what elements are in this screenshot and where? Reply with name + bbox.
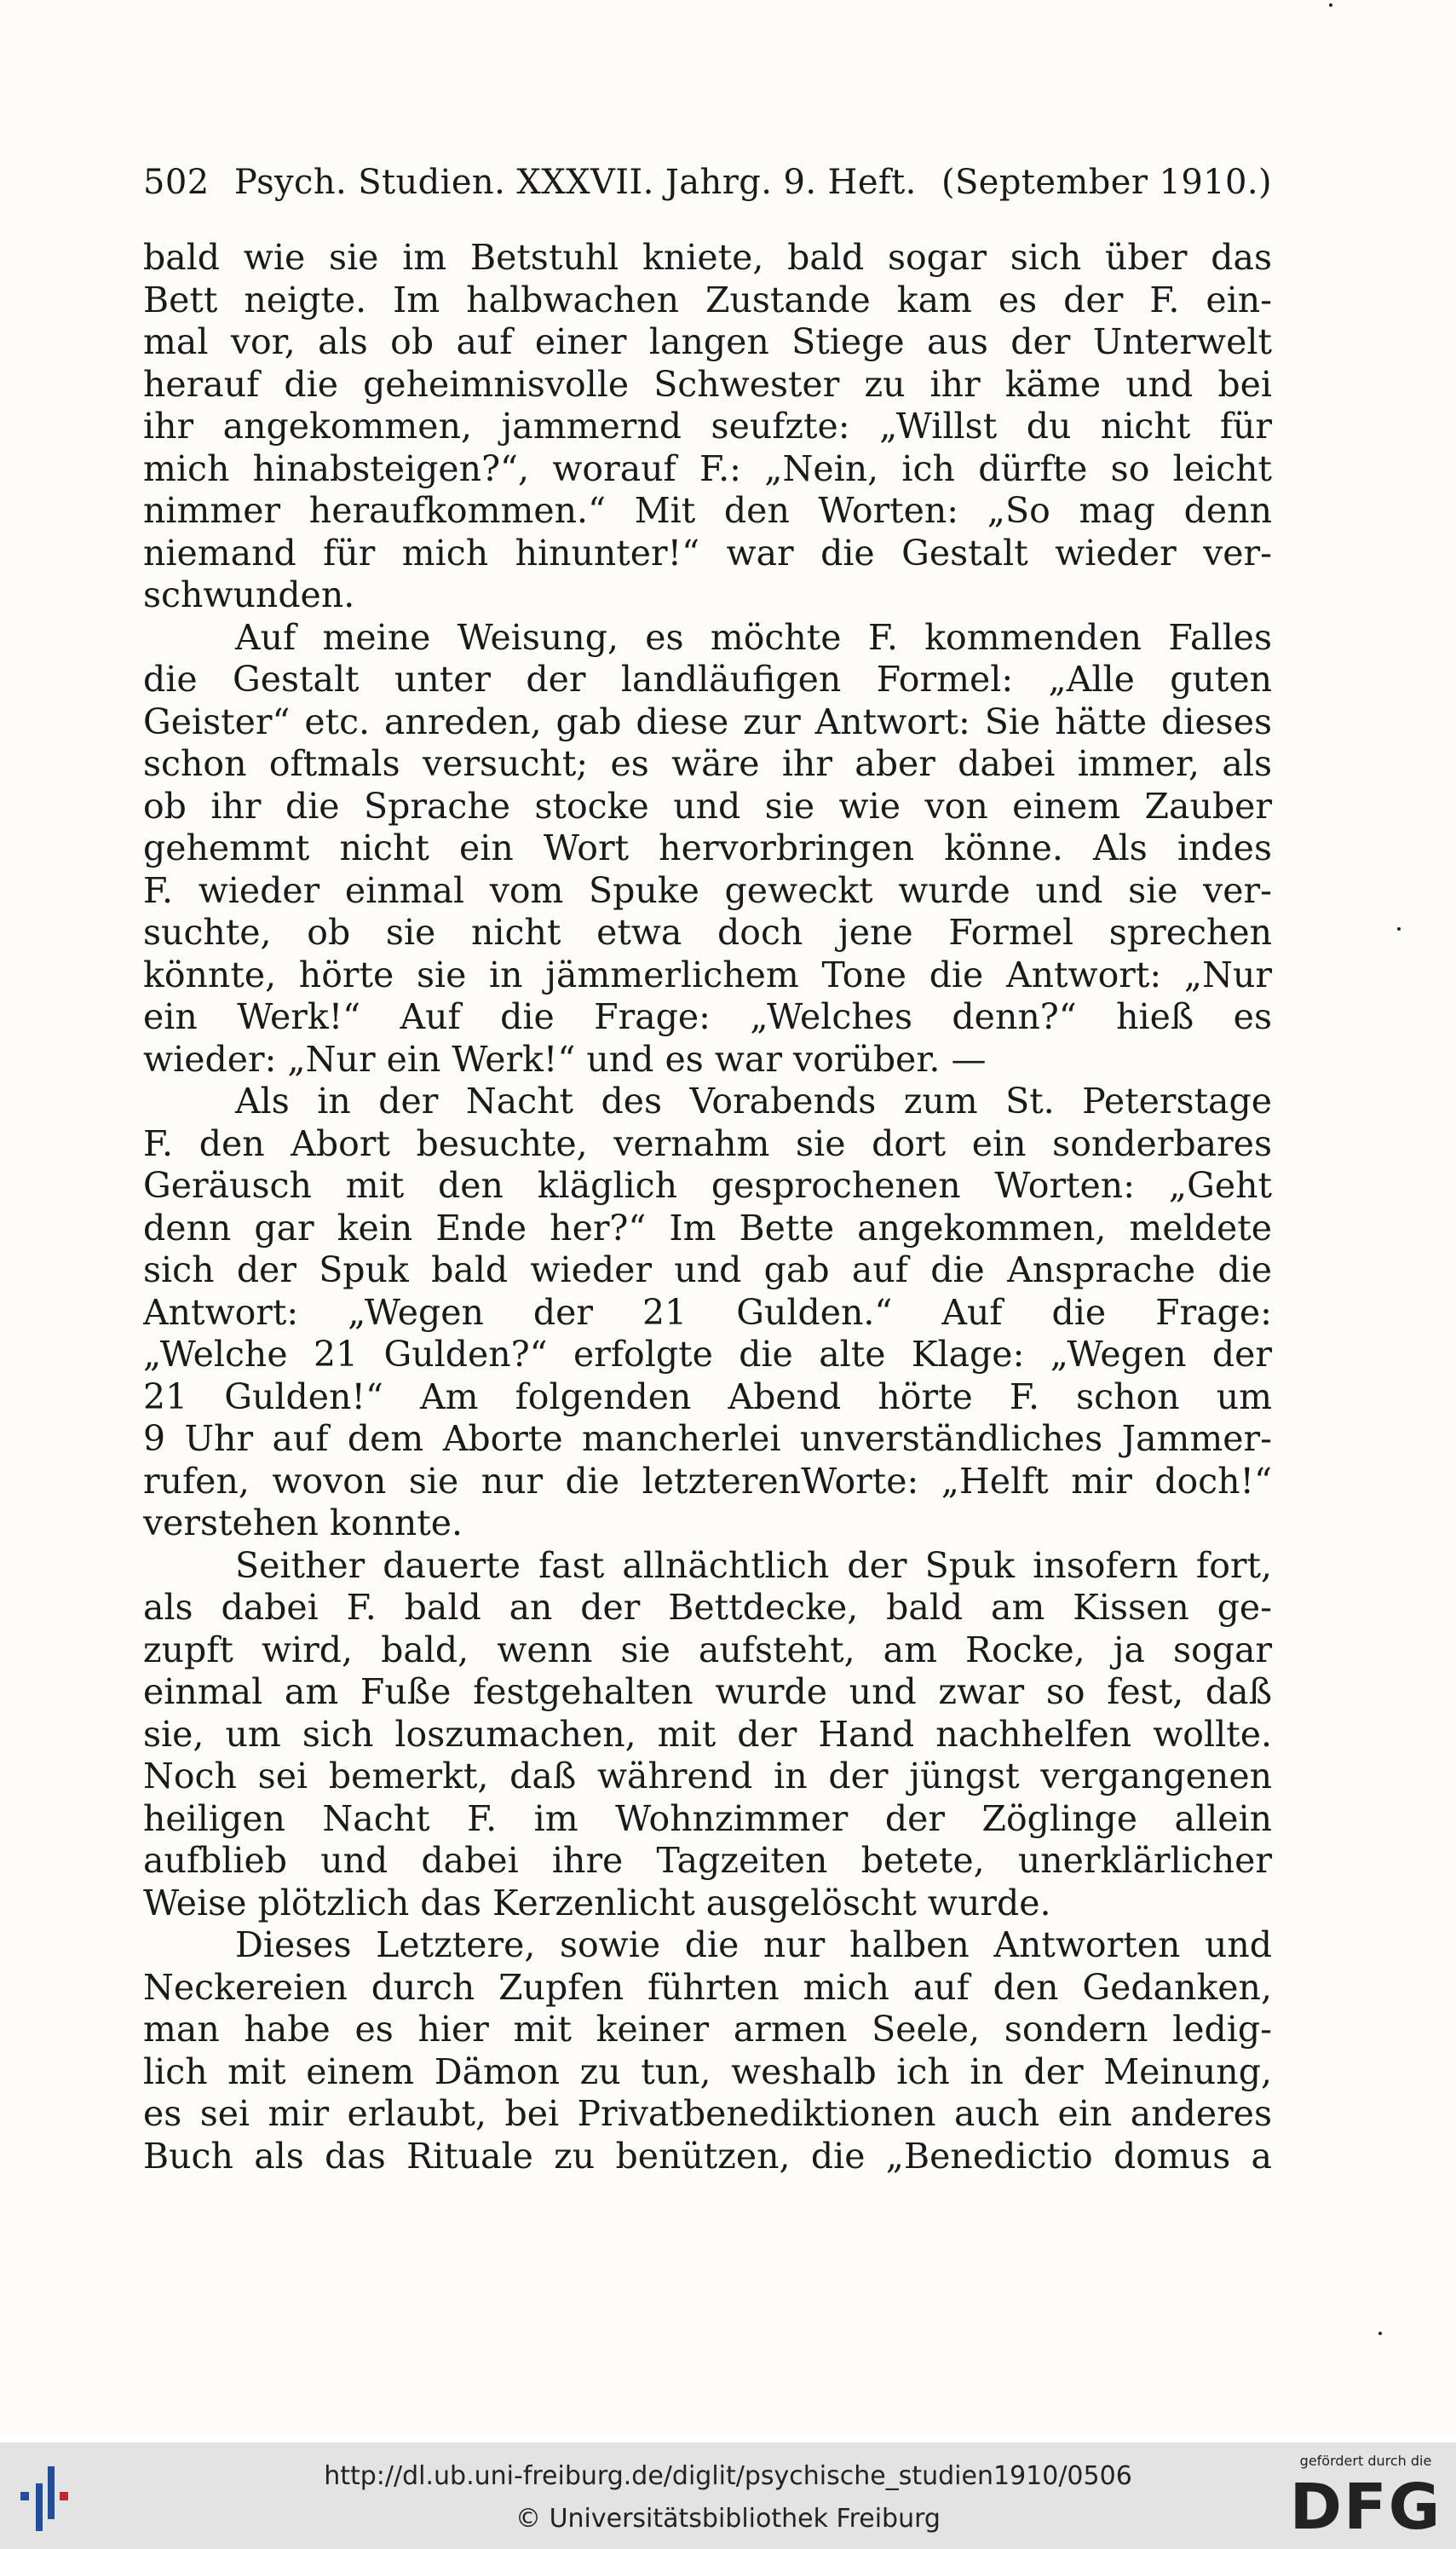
dfg-logo-icon: DFG xyxy=(1289,2471,1442,2544)
text-line: mich hinabsteigen?“, worauf F.: „Nein, ich dürfte so leicht xyxy=(143,447,1272,489)
text-line: F. den Abort besuchte, vernahm sie dort ein sonderbares xyxy=(143,1122,1272,1164)
text-line: die Gestalt unter der landläufigen Formel: „Alle guten xyxy=(143,659,1272,700)
text-line: einmal am Fuße festgehalten wurde und zwar so fest, daß xyxy=(143,1671,1272,1712)
issue-date: (September 1910.) xyxy=(941,163,1272,202)
funding-note: gefördert durch die xyxy=(1299,2453,1432,2469)
scan-speck xyxy=(1397,927,1401,931)
text-line: ein Werk!“ Auf die Frage: „Welches denn?“ hieß es xyxy=(143,996,1272,1037)
text-line: man habe es hier mit keiner armen Seele, sondern ledig- xyxy=(143,2009,1272,2050)
text-line: schon oftmals versucht; es wäre ihr aber dabei immer, als xyxy=(143,743,1272,784)
text-line: mal vor, als ob auf einer langen Stiege aus der Unterwelt xyxy=(143,321,1272,362)
text-line: gehemmt nicht ein Wort hervorbringen könne. Als indes xyxy=(143,828,1272,868)
text-line: nimmer heraufkommen.“ Mit den Worten: „So mag denn xyxy=(143,490,1272,531)
text-line: könnte, hörte sie in jämmerlichem Tone die Antwort: „Nur xyxy=(143,954,1272,995)
copyright-notice: © Universitätsbibliothek Freiburg xyxy=(515,2504,941,2534)
text-line: schwunden. xyxy=(143,574,355,615)
text-line: denn gar kein Ende her?“ Im Bette angekommen, meldete xyxy=(143,1207,1272,1249)
text-line: F. wieder einmal vom Spuke geweckt wurde und sie ver- xyxy=(143,869,1272,911)
text-line: lich mit einem Dämon zu tun, weshalb ich in der Meinung, xyxy=(143,2050,1272,2092)
text-line: niemand für mich hinunter!“ war die Gestalt wieder ver- xyxy=(143,532,1272,574)
text-line: zupft wird, bald, wenn sie aufsteht, am Rocke, ja sogar xyxy=(143,1629,1272,1670)
text-line: ihr angekommen, jammernd seufzte: „Willst du nicht für xyxy=(143,406,1272,447)
text-line: Buch als das Rituale zu benützen, die „Benedictio domus a xyxy=(143,2135,1272,2177)
text-line: rufen, wovon sie nur die letzterenWorte: „Helft mir doch!“ xyxy=(143,1460,1272,1502)
scan-speck xyxy=(1329,3,1332,7)
text-line: Geister“ etc. anreden, gab diese zur Antwort: Sie hätte dieses xyxy=(143,701,1272,742)
text-line: herauf die geheimnisvolle Schwester zu ihr käme und bei xyxy=(143,363,1272,405)
text-line: 21 Gulden!“ Am folgenden Abend hörte F. schon um xyxy=(143,1375,1272,1417)
permalink[interactable]: http://dl.ub.uni-freiburg.de/diglit/psychische_studien1910/0506 xyxy=(324,2461,1132,2491)
running-title: Psych. Studien. XXXVII. Jahrg. 9. Heft. xyxy=(233,163,917,202)
text-line: Noch sei bemerkt, daß während in der jüngst vergangenen xyxy=(143,1756,1272,1796)
page-number: 502 xyxy=(143,163,210,202)
text-line: ob ihr die Sprache stocke und sie wie von einem Zauber xyxy=(143,785,1272,827)
text-line: Antwort: „Wegen der 21 Gulden.“ Auf die Frage: xyxy=(143,1291,1272,1333)
text-line: Dieses Letztere, sowie die nur halben Antworten und xyxy=(235,1924,1272,1965)
text-line: suchte, ob sie nicht etwa doch jene Formel sprechen xyxy=(143,912,1272,953)
text-line: 9 Uhr auf dem Aborte mancherlei unverständliches Jammer- xyxy=(143,1418,1272,1459)
text-line: sie, um sich loszumachen, mit der Hand nachhelfen wollte. xyxy=(143,1713,1272,1755)
text-line: sich der Spuk bald wieder und gab auf die Ansprache die xyxy=(143,1249,1272,1290)
text-line: Als in der Nacht des Vorabends zum St. Peterstage xyxy=(235,1081,1272,1122)
text-line: aufblieb und dabei ihre Tagzeiten betete, unerklärlicher xyxy=(143,1840,1272,1881)
body-text xyxy=(143,237,1272,2177)
running-header xyxy=(143,159,1272,206)
text-line: Seither dauerte fast allnächtlich der Spuk insofern fort, xyxy=(235,1544,1272,1586)
text-line: als dabei F. bald an der Bettdecke, bald am Kissen ge- xyxy=(143,1587,1272,1628)
scan-speck xyxy=(1378,2332,1382,2335)
text-line: Neckereien durch Zupfen führten mich auf den Gedanken, xyxy=(143,1966,1272,2008)
text-line: es sei mir erlaubt, bei Privatbenediktionen auch ein anderes xyxy=(143,2093,1272,2134)
text-line: „Welche 21 Gulden?“ erfolgte die alte Klage: „Wegen der xyxy=(143,1334,1272,1375)
library-footer xyxy=(0,2442,1456,2549)
text-line: Auf meine Weisung, es möchte F. kommenden Falles xyxy=(235,616,1272,658)
text-line: Weise plötzlich das Kerzenlicht ausgelöscht wurde. xyxy=(143,1882,1051,1923)
text-line: verstehen konnte. xyxy=(143,1502,463,1543)
text-line: Geräusch mit den kläglich gesprochenen Worten: „Geht xyxy=(143,1165,1272,1206)
text-line: Bett neigte. Im halbwachen Zustande kam es der F. ein- xyxy=(143,279,1272,320)
text-line: wieder: „Nur ein Werk!“ und es war vorüber. — xyxy=(143,1038,987,1080)
text-line: bald wie sie im Betstuhl kniete, bald sogar sich über das xyxy=(143,237,1272,278)
text-line: heiligen Nacht F. im Wohnzimmer der Zöglinge allein xyxy=(143,1797,1272,1839)
